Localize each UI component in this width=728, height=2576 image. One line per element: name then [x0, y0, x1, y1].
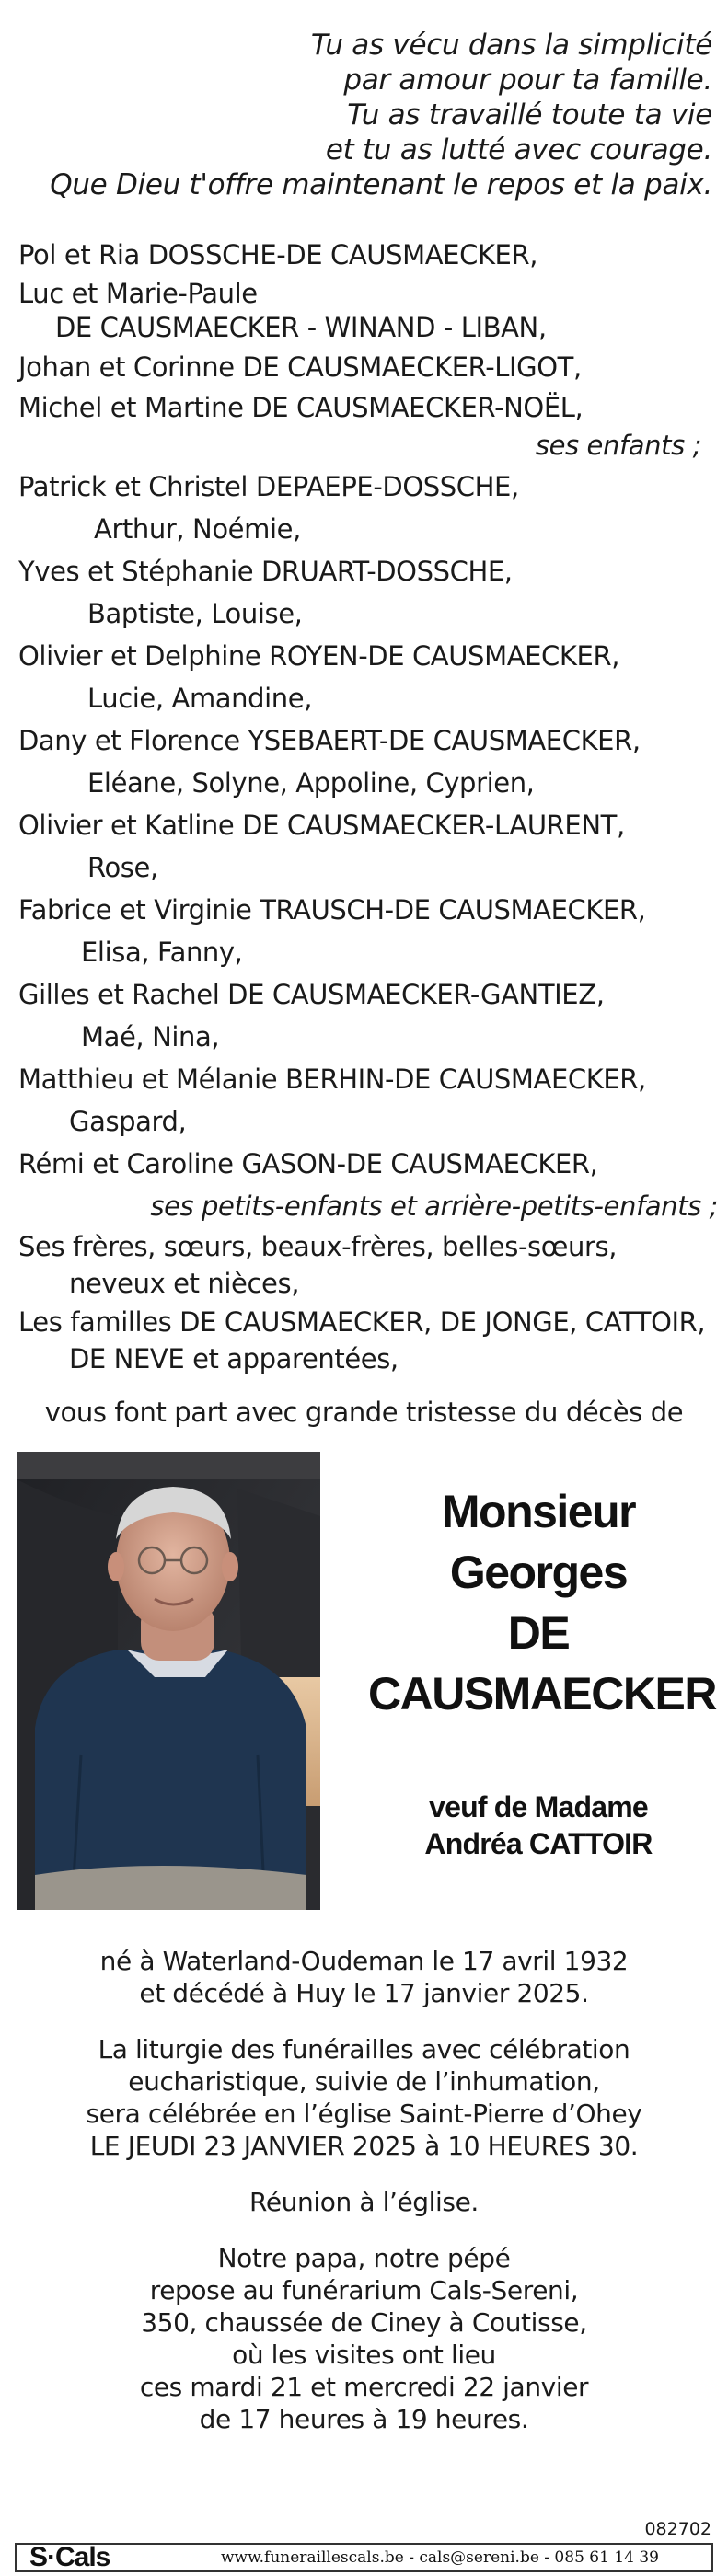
funeral-details: [0, 1945, 728, 2459]
funeral-home-logo: S·Cals: [29, 2542, 110, 2572]
grandchildren-label: ses petits-enfants et arrière-petits-enfants ;: [150, 1190, 718, 1222]
portrait-photo: [17, 1452, 320, 1910]
family-list: [18, 234, 718, 1374]
widow-line: Andréa CATTOIR: [424, 1827, 653, 1860]
detail-line: et décédé à Huy le 17 janvier 2025.: [139, 1978, 589, 2008]
grandchild-parents: Dany et Florence YSEBAERT-DE CAUSMAECKER,: [18, 725, 641, 756]
grandchild-parents: Patrick et Christel DEPAEPE-DOSSCHE,: [18, 471, 519, 502]
grandchild-parents: Matthieu et Mélanie BERHIN-DE CAUSMAECKER,: [18, 1064, 646, 1095]
widower-of: [368, 1788, 709, 1862]
families-line: DE NEVE et apparentées,: [69, 1343, 399, 1374]
grandchild-parents: Gilles et Rachel DE CAUSMAECKER-GANTIEZ,: [18, 979, 605, 1010]
poem-line: Tu as vécu dans la simplicité: [310, 29, 712, 62]
families-line: Les familles DE CAUSMAECKER, DE JONGE, CATTOIR,: [18, 1306, 706, 1338]
deceased-name: [368, 1481, 716, 1724]
poem-line: et tu as lutté avec courage.: [325, 133, 712, 167]
grandchild-kids: Maé, Nina,: [81, 1021, 220, 1052]
birth-death-paragraph: [0, 1945, 728, 2009]
name-line: DE: [507, 1607, 570, 1659]
child-line: Johan et Corinne DE CAUSMAECKER-LIGOT,: [18, 351, 582, 383]
detail-line: ces mardi 21 et mercredi 22 janvier: [139, 2372, 589, 2402]
child-line: DE CAUSMAECKER - WINAND - LIBAN,: [55, 312, 547, 343]
detail-line: repose au funérarium Cals-Sereni,: [149, 2275, 579, 2306]
grandchild-parents: Olivier et Delphine ROYEN-DE CAUSMAECKER,: [18, 640, 620, 672]
contact-info: www.funeraillescals.be - cals@sereni.be - 085 61 14 39: [221, 2548, 659, 2567]
detail-line: né à Waterland-Oudeman le 17 avril 1932: [99, 1946, 629, 1976]
poem: [50, 28, 712, 202]
grandchild-parents: Rémi et Caroline GASON-DE CAUSMAECKER,: [18, 1148, 598, 1179]
name-line: Georges: [449, 1547, 628, 1598]
children-label: ses enfants ;: [535, 430, 701, 461]
child-line: Luc et Marie-Paule: [18, 278, 258, 309]
widow-line: veuf de Madame: [429, 1790, 648, 1823]
grandchild-kids: Elisa, Fanny,: [81, 937, 243, 968]
detail-line: sera célébrée en l’église Saint-Pierre d’Ohey: [86, 2099, 642, 2129]
grandchild-parents: Yves et Stéphanie DRUART-DOSSCHE,: [18, 556, 513, 587]
grandchild-kids: Baptiste, Louise,: [87, 598, 303, 629]
grandchild-parents: Fabrice et Virginie TRAUSCH-DE CAUSMAECKER,: [18, 894, 646, 926]
name-line: Monsieur: [441, 1486, 636, 1537]
grandchild-kids: Gaspard,: [69, 1106, 187, 1137]
detail-line: où les visites ont lieu: [232, 2340, 496, 2370]
detail-line: eucharistique, suivie de l’inhumation,: [128, 2066, 600, 2097]
visits-paragraph: [0, 2242, 728, 2435]
detail-line: LE JEUDI 23 JANVIER 2025 à 10 HEURES 30.: [89, 2131, 639, 2161]
child-line: Michel et Martine DE CAUSMAECKER-NOËL,: [18, 392, 584, 423]
poem-line: Que Dieu t'offre maintenant le repos et la paix.: [50, 168, 712, 201]
grandchild-parents: Olivier et Katline DE CAUSMAECKER-LAURENT,: [18, 810, 625, 841]
grandchild-kids: Rose,: [87, 852, 158, 883]
grandchild-kids: Lucie, Amandine,: [87, 683, 313, 714]
detail-line: de 17 heures à 19 heures.: [199, 2404, 529, 2434]
siblings-line: neveux et nièces,: [69, 1268, 300, 1299]
detail-line: La liturgie des funérailles avec célébration: [98, 2034, 630, 2064]
detail-line: 350, chaussée de Ciney à Coutisse,: [141, 2307, 587, 2338]
grandchild-kids: Arthur, Noémie,: [94, 513, 301, 545]
detail-line: Réunion à l’église.: [249, 2187, 479, 2217]
poem-line: Tu as travaillé toute ta vie: [347, 98, 712, 132]
announcement-intro: vous font part avec grande tristesse du décès de: [44, 1397, 684, 1428]
child-line: Pol et Ria DOSSCHE-DE CAUSMAECKER,: [18, 239, 538, 270]
reference-number: 082702: [644, 2519, 711, 2539]
name-line: CAUSMAECKER: [368, 1668, 716, 1719]
meeting-paragraph: [0, 2186, 728, 2218]
grandchild-kids: Eléane, Solyne, Appoline, Cyprien,: [87, 767, 535, 799]
funeral-paragraph: [0, 2033, 728, 2162]
poem-line: par amour pour ta famille.: [343, 63, 712, 97]
siblings-line: Ses frères, sœurs, beaux-frères, belles-sœurs,: [18, 1231, 618, 1262]
detail-line: Notre papa, notre pépé: [217, 2243, 511, 2273]
footer-bar: [15, 2543, 713, 2572]
